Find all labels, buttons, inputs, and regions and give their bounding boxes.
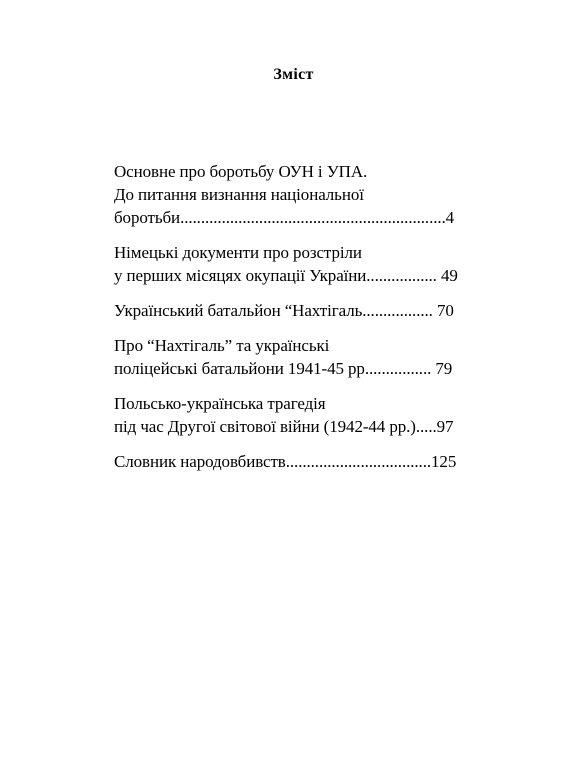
- toc-entry-final-line: [114, 299, 494, 322]
- toc-entry-text: поліцейські батальйони 1941-45 рр: [114, 359, 365, 378]
- toc-entry: [114, 334, 494, 380]
- toc-entry-final-line: [114, 264, 494, 287]
- toc-entry-final-line: [114, 450, 494, 473]
- toc-entry: [114, 392, 494, 438]
- toc-entry-final-line: [114, 357, 494, 380]
- toc-entry-text: Український батальйон “Нахтігаль: [114, 301, 363, 320]
- toc-entry-text: боротьби: [114, 208, 181, 227]
- toc-entry-text: Словник народовбивств: [114, 452, 286, 471]
- toc-leader-dots: .................: [366, 266, 437, 285]
- toc-page-number: 49: [436, 266, 458, 285]
- toc-leader-dots: ...................................: [285, 452, 432, 471]
- toc-page-number: 4: [445, 208, 455, 227]
- toc-entry: [114, 160, 494, 229]
- toc-entry-line: Німецькі документи про розстріли: [114, 243, 362, 262]
- toc-page-number: 70: [432, 301, 454, 320]
- toc-leader-dots: .................: [362, 301, 433, 320]
- toc-page-number: 125: [431, 452, 457, 471]
- toc-page-number: 79: [431, 359, 453, 378]
- toc-entry-text: у перших місяцях окупації України: [114, 266, 367, 285]
- toc-entry-text: під час Другої світової війни (1942-44 рр.): [114, 417, 416, 436]
- toc-entry-line: До питання визнання національної: [114, 185, 364, 204]
- toc-entry-line: Польсько-українська трагедія: [114, 394, 326, 413]
- toc-entry-line: Основне про боротьбу ОУН і УПА.: [114, 162, 368, 181]
- table-of-contents: [114, 160, 494, 485]
- page-title: Зміст: [273, 66, 314, 83]
- toc-entry: [114, 450, 494, 473]
- toc-entry-line: Про “Нахтігаль” та українські: [114, 336, 330, 355]
- toc-leader-dots: ................: [364, 359, 432, 378]
- toc-entry: [114, 241, 494, 287]
- toc-leader-dots: .....: [415, 417, 437, 436]
- toc-leader-dots: ................................................................: [180, 208, 446, 227]
- toc-page-number: 97: [436, 417, 454, 436]
- toc-entry: [114, 299, 494, 322]
- toc-entry-final-line: [114, 206, 494, 229]
- toc-entry-final-line: [114, 415, 494, 438]
